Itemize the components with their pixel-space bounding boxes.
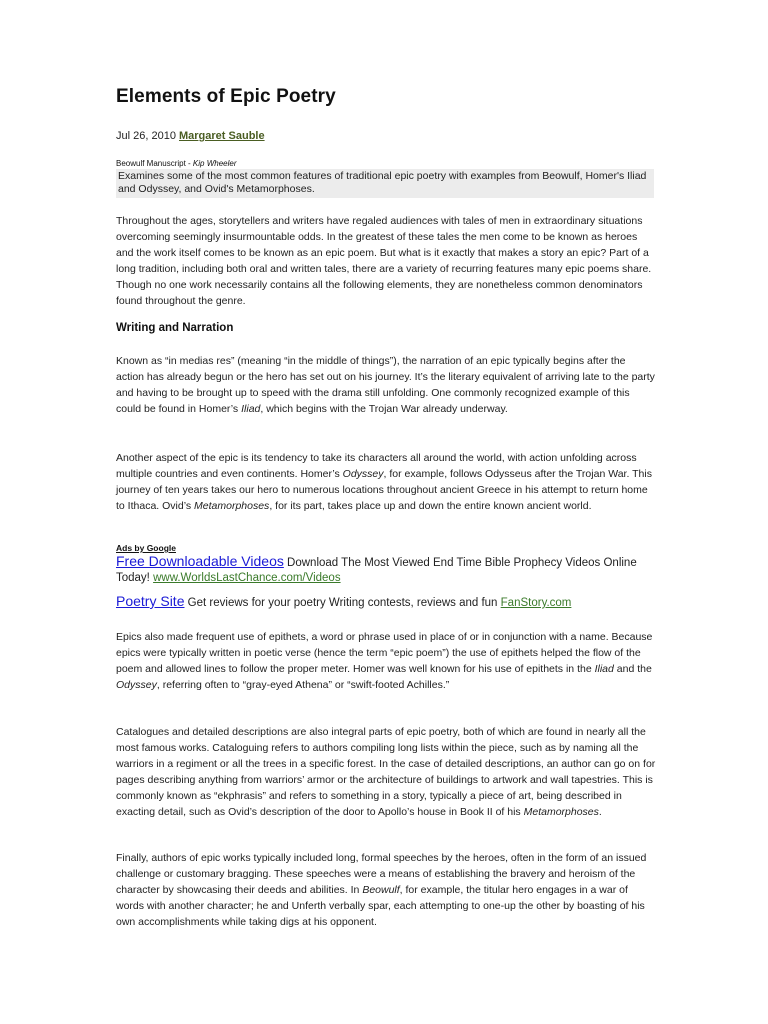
- italic-title: Odyssey: [116, 679, 157, 691]
- text-run: .: [598, 806, 602, 818]
- ad-item: [116, 594, 656, 611]
- text-run: Known as “in medias res” (meaning “in the middle of things”), the narration of an epic typically begins after the action has already begun or the hero has set out on his journey. It’s the literary equivalent of arriving late to the party and having to be brought up to speed with the drama still unfolding. One commonly recognized example of this could be found in Homer’s: [116, 355, 655, 415]
- intro-paragraph: Throughout the ages, storytellers and writers have regaled audiences with tales of men in extraordinary situations overcoming seemingly insurmountable odds. In the greatest of these tales the men come to be known as heroes and the work itself comes to be known as an epic poem. But what is it exactly that makes a story an epic? Part of a long tradition, including both oral and written tales, there are a variety of recurring features many epic poems share. Though no one work necessarily contains all the following elements, they are nonetheless common denominators found throughout the genre.: [116, 215, 652, 307]
- text-run: Catalogues and detailed descriptions are also integral parts of epic poetry, both of which are found in nearly all the most famous works. Cataloguing refers to authors compiling long lists within the piece, such as by naming all the warriors in a regiment or all the trees in a specific forest. In the case of detailed descriptions, an author can go on for pages describing anything from warriors’ armor or the architecture of buildings to artwork and wall tapestries. This is commonly known as “ekphrasis” and refers to something in a story, typically a piece of art, being described in exacting detail, such as Ovid’s description of the door to Apollo’s house in Book II of his: [116, 726, 656, 818]
- ad-text: Get reviews for your poetry Writing contests, reviews and fun: [184, 597, 501, 609]
- article-title: Elements of Epic Poetry: [116, 86, 336, 107]
- italic-title: Iliad: [594, 663, 614, 675]
- section-heading: Writing and Narration: [116, 322, 234, 334]
- ad-text: Download The Most Viewed End Time Bible Prophecy Videos Online Today!: [116, 557, 637, 584]
- article-summary: Examines some of the most common features of traditional epic poetry with examples from Beowulf, Homer's Iliad and Odyssey, and Ovid's Metamorphoses.: [116, 169, 654, 198]
- ad-title-link[interactable]: Poetry Site: [116, 593, 185, 609]
- text-run: and the: [613, 663, 652, 675]
- ad-url-link[interactable]: FanStory.com: [500, 597, 572, 609]
- ad-item: [116, 554, 656, 586]
- image-caption: [116, 159, 237, 168]
- text-run: , referring often to “gray-eyed Athena” or “swift-footed Achilles.”: [156, 679, 450, 691]
- italic-title: Metamorphoses: [523, 806, 599, 818]
- paragraph-epithets: [116, 629, 656, 693]
- text-run: , which begins with the Trojan War already underway.: [260, 403, 508, 415]
- text-run: Epics also made frequent use of epithets, a word or phrase used in place of or in conjunction with a name. Because epics were typically written in poetic verse (hence the term “epic poem”) the use of epithets helped the flow of the poem and allowed lines to follow the proper meter. Homer was well known for his use of epithets in the: [116, 631, 653, 675]
- paragraph-speeches: [116, 850, 656, 930]
- italic-title: Beowulf: [362, 884, 400, 896]
- paragraph-catalogues: [116, 724, 656, 820]
- image-caption-credit: Kip Wheeler: [192, 159, 237, 168]
- text-run: , for example, the titular hero engages in a war of words with another character; he and Unferth verbally spar, each attempting to one-up the other by boasting of his own accomplishments while taking digs at his opponent.: [116, 884, 645, 928]
- text-run: Finally, authors of epic works typically included long, formal speeches by the heroes, often in the form of an issued challenge or customary bragging. These speeches were a means of establishing the bravery and heroism of the character by showcasing their deeds and abilities. In: [116, 852, 647, 896]
- article: [116, 86, 656, 928]
- italic-title: Odyssey: [342, 468, 384, 480]
- ads-label[interactable]: Ads by Google: [116, 543, 176, 553]
- author-link[interactable]: Margaret Sauble: [179, 130, 265, 142]
- text-run: , for its part, takes place up and down the entire known ancient world.: [269, 500, 592, 512]
- italic-title: Iliad: [241, 403, 261, 415]
- text-run: , for example, follows Odysseus after the Trojan War. This journey of ten years takes our hero to numerous locations throughout ancient Greece in his attempt to return home to Ithaca. Ovid’s: [116, 468, 652, 512]
- article-meta: [116, 130, 265, 142]
- text-run: Another aspect of the epic is its tendency to take its characters all around the world, with action unfolding across multiple countries and even continents. Homer’s: [116, 452, 637, 480]
- italic-title: Metamorphoses: [194, 500, 270, 512]
- paragraph-setting: [116, 450, 656, 514]
- paragraph-in-medias-res: [116, 353, 656, 417]
- image-caption-source: Beowulf Manuscript -: [116, 159, 193, 168]
- ad-url-link[interactable]: www.WorldsLastChance.com/Videos: [153, 572, 341, 584]
- ad-title-link[interactable]: Free Downloadable Videos: [116, 553, 284, 569]
- article-date: Jul 26, 2010: [116, 130, 176, 142]
